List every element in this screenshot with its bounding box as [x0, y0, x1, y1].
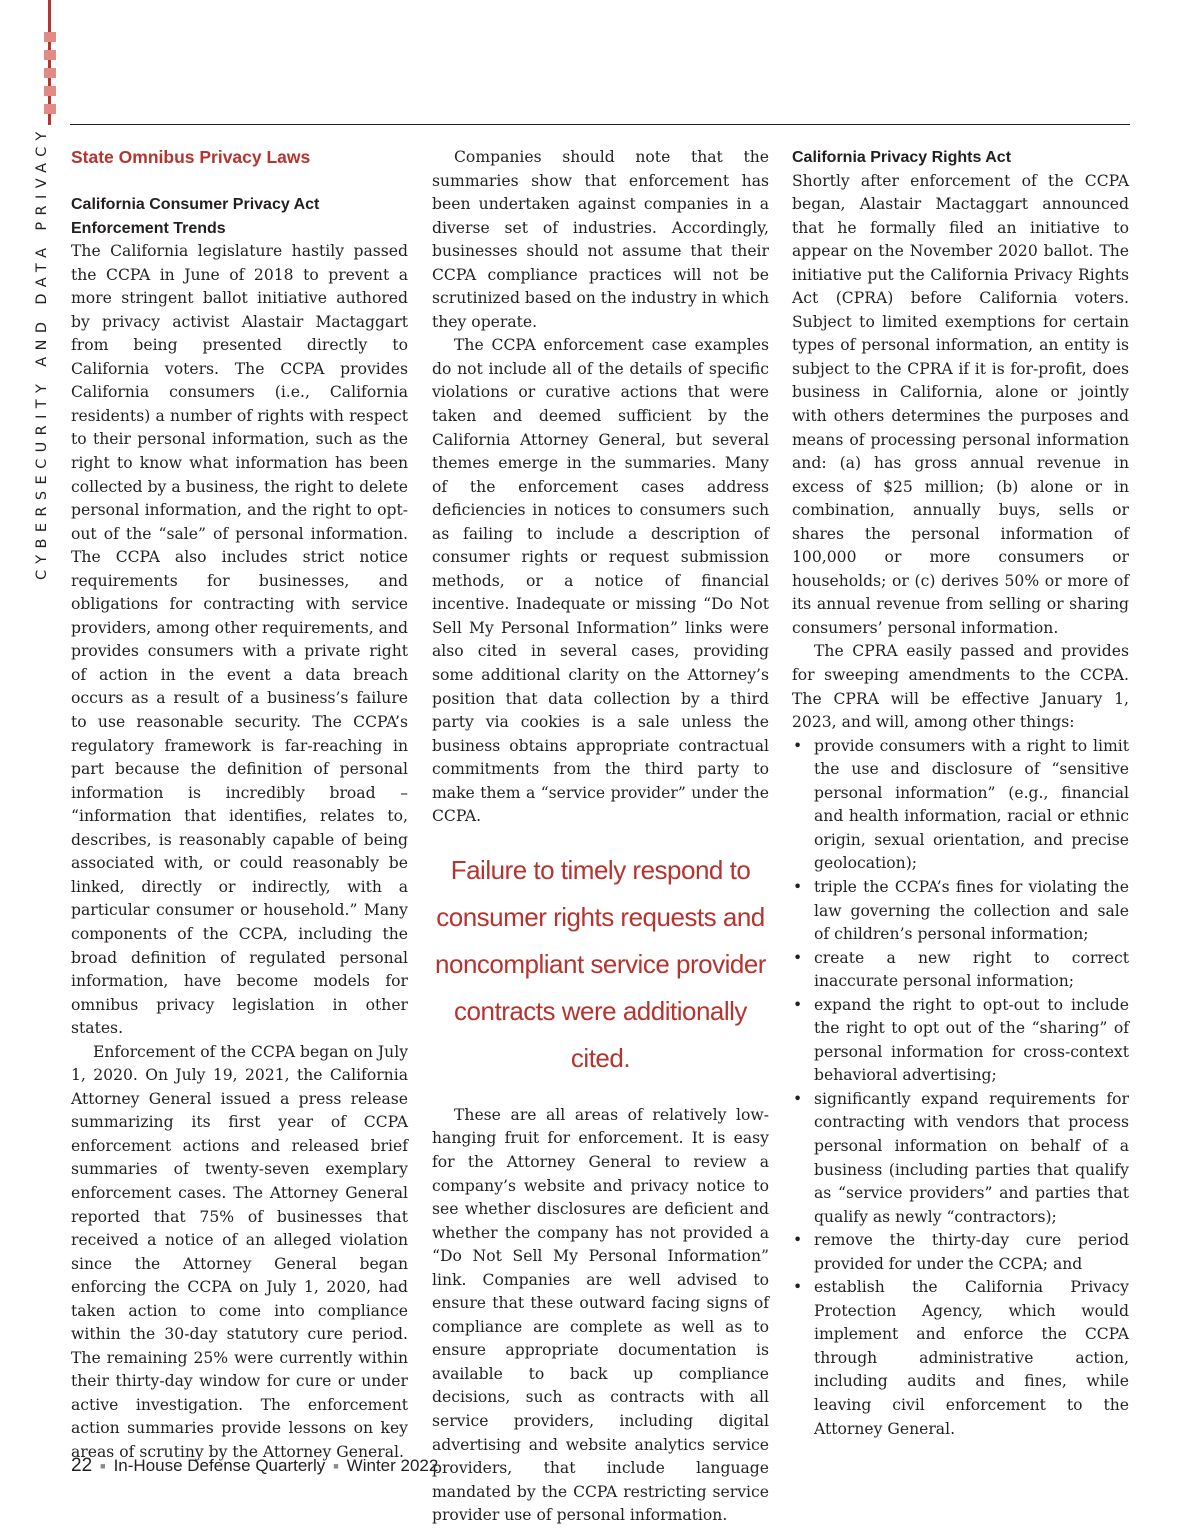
column-1 — [71, 146, 408, 1465]
list-item: • significantly expand requirements for contracting with vendors that process personal information on behalf of a business (including parties that qualify as “service providers” and parties that qualify as newly “contractors); — [792, 1088, 1129, 1229]
cpra-amendments-list — [792, 735, 1129, 1441]
list-item: • create a new right to correct inaccurate personal information; — [792, 947, 1129, 994]
column-3 — [792, 146, 1129, 1441]
pull-quote: Failure to timely respond to consumer rights requests and noncompliant service provider contracts were additionally cited. — [435, 854, 766, 1073]
section-side-label: CYBERSECURITY AND DATA PRIVACY — [34, 125, 50, 580]
top-rule-divider — [70, 124, 1130, 125]
cpra-heading: California Privacy Rights Act — [792, 149, 1012, 166]
separator-icon: ■ — [333, 1461, 339, 1471]
list-item: • provide consumers with a right to limit the use and disclosure of “sensitive personal information” (e.g., financial and health information, racial or ethnic origin, sexual orientation, and precise geolocation); — [792, 735, 1129, 876]
section-title: State Omnibus Privacy Laws — [71, 147, 311, 167]
list-item: • remove the thirty-day cure period provided for under the CCPA; and — [792, 1229, 1129, 1276]
page-footer — [71, 1455, 438, 1477]
ccpa-paragraph-2: Enforcement of the CCPA began on July 1, 2020. On July 19, 2021, the California Attorney General issued a press release summarizing its first year of CCPA enforcement actions and released brief summaries of twenty-seven exemplary enforcement cases. The Attorney General reported that 75% of businesses that received a notice of an alleged violation since the Attorney General began enforcing the CCPA on July 1, 2020, had taken action to come into compliance within the 30-day statutory cure period. The remaining 25% were currently within their thirty-day window for cure or under active investigation. The enforcement action summaries provide lessons on key areas of scrutiny by the Attorney General. — [71, 1042, 409, 1461]
issue-label: Winter 2022 — [346, 1456, 439, 1475]
ccpa-paragraph-5: These are all areas of relatively low-hanging fruit for enforcement. It is easy for the Attorney General to review a company’s website and privacy notice to see whether disclosures are deficient and whether the company has not provided a “Do Not Sell My Personal Information” link. Companies are well advised to ensure that these outward facing signs of compliance are complete as well as to ensure appropriate documentation is available to back up compliance decisions, such as contracts with all service providers, including digital advertising and website analytics service providers, that include language mandated by the CCPA restricting service provider use of personal information. — [432, 1105, 769, 1525]
ccpa-paragraph-1: The California legislature hastily passed the CCPA in June of 2018 to prevent a more stringent ballot initiative authored by privacy activist Alastair Mactaggart from being presented directly to California voters. The CCPA provides California consumers (i.e., California residents) a number of rights with respect to their personal information, such as the right to know what information has been collected by a business, the right to delete personal information, and the right to opt-out of the “sale” of personal information. The CCPA also includes strict notice requirements for businesses, and obligations for contracting with service providers, among other requirements, and provides consumers with a private right of action in the event a data breach occurs as a result of a business’s failure to use reasonable security. The CCPA’s regulatory framework is far-reaching in part because the definition of personal information is incredibly broad – “information that identifies, relates to, describes, is reasonably capable of being associated with, or could reasonably be linked, directly or indirectly, with a particular consumer or household.” Many components of the CCPA, including the broad definition of regulated personal information, have become models for omnibus privacy legislation in other states. — [71, 242, 408, 1038]
cpra-paragraph-2: The CPRA easily passed and provides for sweeping amendments to the CCPA. The CPRA will be effective January 1, 2023, and will, among other things: — [792, 642, 1129, 732]
ccpa-paragraph-3: Companies should note that the summaries show that enforcement has been undertaken against companies in a diverse set of industries. Accordingly, businesses should not assume that their CCPA compliance practices will not be scrutinized based on the industry in which they operate. — [432, 148, 769, 331]
cpra-paragraph-1: Shortly after enforcement of the CCPA began, Alastair Mactaggart announced that he formally filed an initiative to appear on the November 2020 ballot. The initiative put the California Privacy Rights Act (CPRA) before California voters. Subject to limited exemptions for certain types of personal information, an entity is subject to the CPRA if it is for-profit, does business in California, alone or jointly with others determines the purposes and means of processing personal information and: (a) has gross annual revenue in excess of $25 million; (b) alone or in combination, annually buys, sells or shares the personal information of 100,000 or more consumers or households; or (c) derives 50% or more of its annual revenue from selling or sharing consumers’ personal information. — [792, 171, 1129, 637]
ccpa-heading: California Consumer Privacy Act Enforcement Trends — [71, 196, 320, 237]
list-item: • triple the CCPA’s fines for violating the law governing the collection and sale of children’s personal information; — [792, 876, 1129, 947]
publication-name: In-House Defense Quarterly — [113, 1456, 326, 1475]
list-item: • establish the California Privacy Protection Agency, which would implement and enforce the CCPA through administrative action, including audits and fines, while leaving civil enforcement to the Attorney General. — [792, 1276, 1129, 1441]
column-2 — [432, 146, 769, 1528]
list-item: • expand the right to opt-out to include the right to opt out of the “sharing” of personal information for cross-context behavioral advertising; — [792, 994, 1129, 1088]
separator-icon: ■ — [100, 1461, 106, 1471]
ccpa-paragraph-4: The CCPA enforcement case examples do not include all of the details of specific violations or curative actions that were taken and deemed sufficient by the California Attorney General, but several themes emerge in the summaries. Many of the enforcement cases address deficiencies in notices to consumers such as failing to include a description of consumer rights or request submission methods, or a notice of financial incentive. Inadequate or missing “Do Not Sell My Personal Information” links were also cited in several cases, providing some additional clarity on the Attorney’s position that data collection by a third party via cookies is a sale unless the business obtains appropriate contractual commitments from the third party to make them a “service provider” under the CCPA. — [432, 336, 769, 826]
page-number: 22 — [71, 1455, 93, 1476]
edge-decoration — [40, 0, 58, 125]
